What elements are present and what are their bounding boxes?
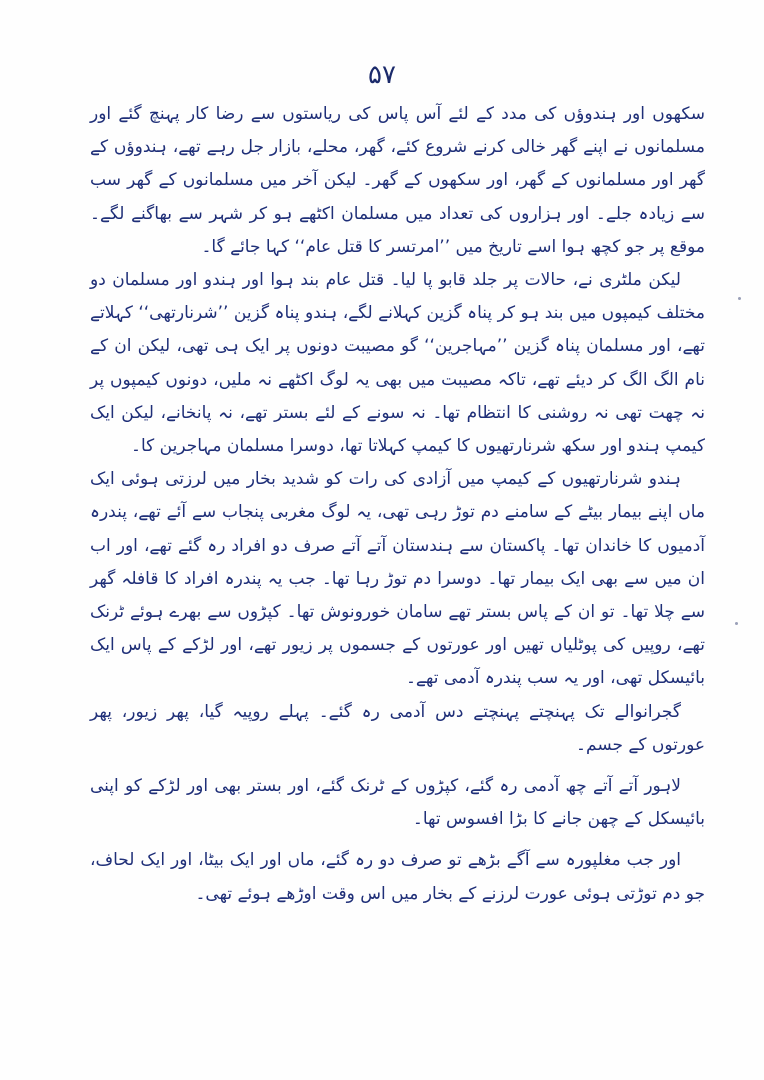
paragraph-1: سکھوں اور ہندوؤں کی مدد کے لئے آس پاس کی ریاستوں سے رضا کار پہنچ گئے اور مسلمانوں نے اپنے گھر خالی کرنے شروع کئے، گھر، محلے، بازار جل رہے تھے، ہندوؤں کے گھر اور مسلمانوں کے گھر، اور سکھوں کے گھر۔ لیکن آخر میں مسلمانوں کے گھر سب سے زیادہ جلے۔ اور ہزاروں کی تعداد میں مسلمان اکٹھے ہو کر شہر سے بھاگنے لگے۔ موقع پر جو کچھ ہوا اسے تاریخ میں ’’امرتسر کا قتل عام‘‘ کہا جائے گا۔ (90, 104, 705, 257)
paragraph-2: لیکن ملٹری نے، حالات پر جلد قابو پا لیا۔ قتل عام بند ہوا اور ہندو اور مسلمان دو مختلف کیمپوں میں بند ہو کر پناہ گزین کہلانے لگے، ہندو پناہ گزین ’’شرنارتھی‘‘ کہلاتے تھے، اور مسلمان پناہ گزین ’’مہاجرین‘‘ گو مصیبت دونوں پر ایک ہی تھی، لیکن ان کے نام الگ الگ کر دیئے تھے، تاکہ مصیبت میں بھی یہ لوگ اکٹھے نہ ملیں، دونوں کیمپوں پر نہ چھت تھی نہ روشنی کا انتظام تھا۔ نہ سونے کے لئے بستر تھے، نہ پانخانے، لیکن ایک کیمپ ہندو اور سکھ شرنارتھیوں کا کیمپ کہلاتا تھا، دوسرا مسلمان مہاجرین کا۔ (90, 270, 705, 457)
page-text-body (90, 98, 705, 911)
paragraph-4: گجرانوالے تک پہنچتے پہنچتے دس آدمی رہ گئے۔ پہلے روپیہ گیا، پھر زیور، پھر عورتوں کے جسم۔ (90, 701, 705, 755)
scan-speck (735, 622, 738, 625)
paragraph-3: ہندو شرنارتھیوں کے کیمپ میں آزادی کی رات کو شدید بخار میں لرزتی ہوئی ایک ماں اپنے بیمار بیٹے کے سامنے دم توڑ رہی تھی، یہ لوگ مغربی پنجاب سے آئے تھے، پندرہ آدمیوں کا خاندان تھا۔ پاکستان سے ہندستان آتے آتے صرف دو افراد رہ گئے تھے، اور اب ان میں سے بھی ایک بیمار تھا۔ دوسرا دم توڑ رہا تھا۔ جب یہ پندرہ افراد کا قافلہ گھر سے چلا تھا۔ تو ان کے پاس بستر تھے سامان خورونوش تھا۔ کپڑوں سے بھرے ہوئے ٹرنک تھے، روپیں کی پوٹلیاں تھیں اور عورتوں کے جسموں پر زیور تھے، اور لڑکے کے پاس ایک بائیسکل تھی، اور یہ سب پندرہ آدمی تھے۔ (90, 469, 705, 689)
paragraph-5: لاہور آتے آتے چھ آدمی رہ گئے، کپڑوں کے ٹرنک گئے، اور بستر بھی اور لڑکے کو اپنی بائیسکل کے چھن جانے کا بڑا افسوس تھا۔ (90, 776, 705, 830)
paragraph-6: اور جب مغلپورہ سے آگے بڑھے تو صرف دو رہ گئے، ماں اور ایک بیٹا، اور ایک لحاف، جو دم توڑتی ہوئی عورت لرزنے کے بخار میں اس وقت اوڑھے ہوئے تھی۔ (90, 850, 705, 904)
page-number: ۵۷ (368, 60, 396, 90)
scan-speck (738, 297, 741, 300)
